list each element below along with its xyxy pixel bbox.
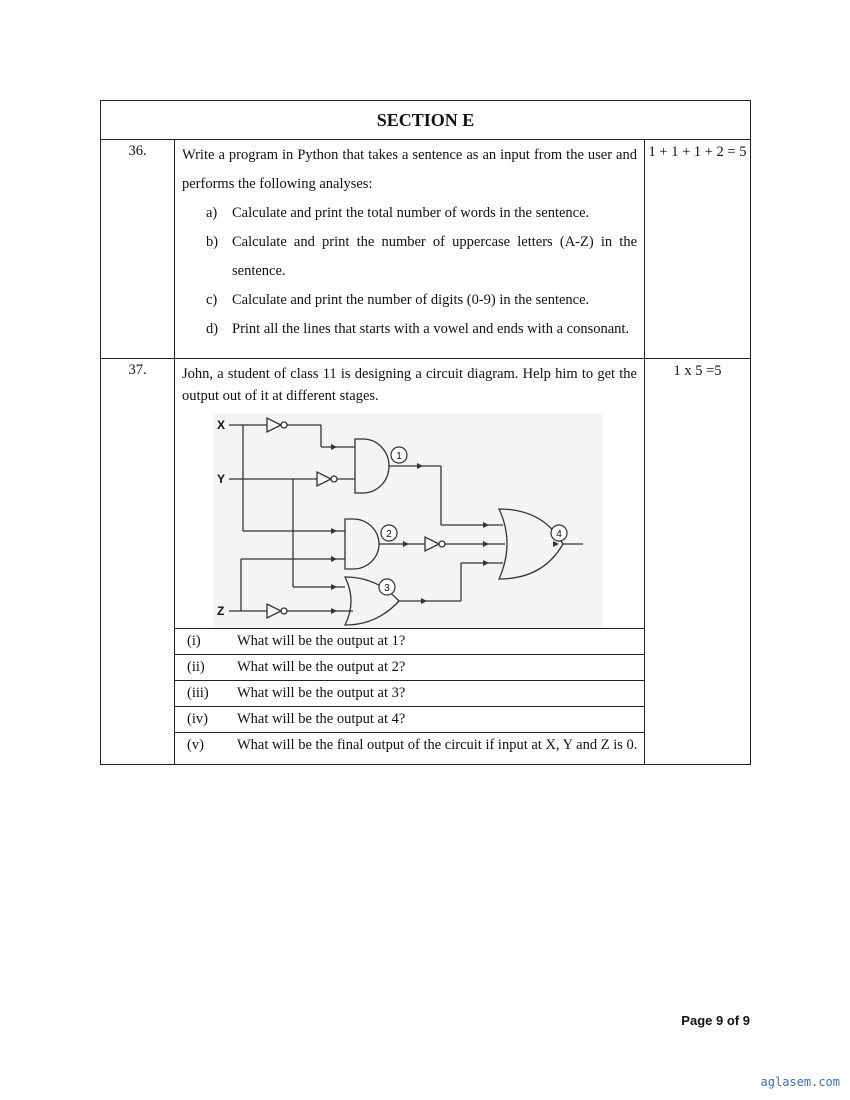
subquestion-row [175, 681, 644, 707]
question-text: Write a program in Python that takes a sentence as an input from the user and performs the following analyses: [182, 147, 637, 192]
input-label-x: X [217, 418, 226, 432]
subquestion-list [175, 628, 644, 764]
question-37-body [175, 359, 645, 765]
subquestion-row [175, 733, 644, 765]
question-parts [182, 199, 637, 344]
marks: 1 x 5 =5 [645, 359, 751, 765]
stage-label-3: 3 [384, 583, 390, 594]
part-label: b) [206, 234, 219, 250]
stage-label-2: 2 [386, 529, 392, 540]
part-label: a) [206, 205, 218, 221]
page-total: 9 [742, 1013, 750, 1028]
question-part [182, 315, 637, 344]
question-36-body [175, 140, 645, 359]
part-label: d) [206, 321, 219, 337]
subquestion-label: (ii) [175, 655, 225, 681]
marks: 1 + 1 + 1 + 2 = 5 [645, 140, 751, 359]
part-text: Calculate and print the number of uppercase letters (A-Z) in the sentence. [232, 234, 637, 279]
question-37-row [101, 359, 751, 765]
subquestion-label: (iv) [175, 707, 225, 733]
subquestion-text: What will be the final output of the circuit if input at X, Y and Z is 0. [225, 733, 644, 765]
section-header-row [101, 101, 751, 140]
page-number [681, 1013, 750, 1028]
input-label-z: Z [217, 604, 225, 618]
subquestion-text: What will be the output at 2? [225, 655, 644, 681]
section-title: SECTION E [101, 101, 751, 140]
subquestion-text: What will be the output at 1? [225, 629, 644, 655]
subquestion-label: (v) [175, 733, 225, 765]
question-number: 37. [101, 359, 175, 765]
diagram-background [213, 413, 603, 628]
subquestion-label: (i) [175, 629, 225, 655]
subquestion-text: What will be the output at 3? [225, 681, 644, 707]
page-of: of [726, 1013, 740, 1028]
question-36-row [101, 140, 751, 359]
subquestion-row [175, 629, 644, 655]
part-text: Calculate and print the number of digits (0-9) in the sentence. [232, 292, 590, 308]
subquestion-row [175, 655, 644, 681]
question-part [182, 228, 637, 286]
question-table [100, 100, 751, 765]
subquestion-row [175, 707, 644, 733]
part-text: Print all the lines that starts with a vowel and ends with a consonant. [232, 321, 630, 337]
logic-circuit-diagram [213, 413, 603, 628]
question-number: 36. [101, 140, 175, 359]
part-text: Calculate and print the total number of words in the sentence. [232, 205, 590, 221]
part-label: c) [206, 292, 218, 308]
question-part [182, 199, 637, 228]
watermark-text: aglasem.com [760, 1075, 840, 1089]
input-label-y: Y [217, 472, 226, 486]
stage-label-4: 4 [556, 529, 562, 540]
subquestion-text: What will be the output at 4? [225, 707, 644, 733]
stage-label-1: 1 [396, 451, 402, 462]
page-current: 9 [716, 1013, 724, 1028]
page-label: Page [681, 1013, 713, 1028]
question-part [182, 286, 637, 315]
subquestion-label: (iii) [175, 681, 225, 707]
question-text: John, a student of class 11 is designing a circuit diagram. Help him to get the output out of it at different stages. [182, 366, 637, 404]
